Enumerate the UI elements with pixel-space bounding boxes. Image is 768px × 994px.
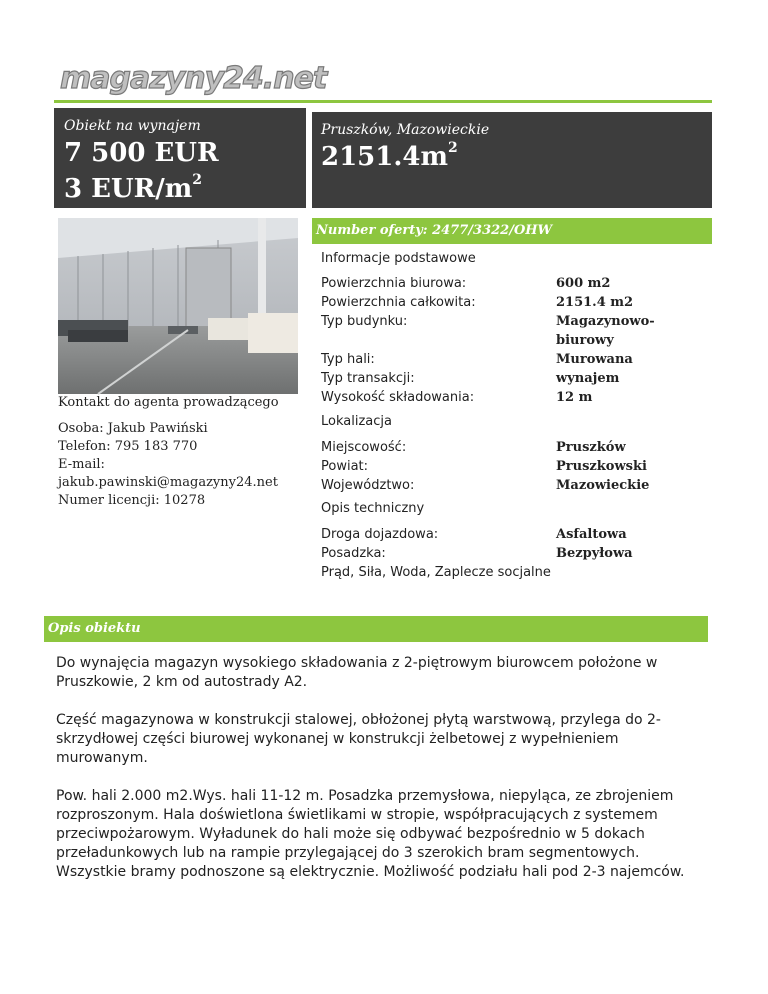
- info-label: Droga dojazdowa:: [321, 527, 439, 542]
- price-per-m2: 3 EUR/$m^2$: [64, 172, 202, 204]
- info-label: Wysokość składowania:: [321, 390, 475, 405]
- info-label: Województwo:: [321, 478, 415, 493]
- technical-extras: Prąd, Siła, Woda, Zaplecze socjalne: [321, 565, 551, 580]
- area-box: [312, 112, 712, 208]
- listing-type: Obiekt na wynajem: [64, 118, 201, 134]
- logo-underline: [54, 100, 712, 103]
- warehouse-photo: [58, 218, 298, 394]
- info-label: Miejscowość:: [321, 440, 407, 455]
- info-value: 2151.4 m2: [556, 295, 634, 310]
- info-label: Powiat:: [321, 459, 369, 474]
- info-label: Powierzchnia biurowa:: [321, 276, 467, 291]
- description-paragraph: Pow. hali 2.000 m2.Wys. hali 11-12 m. Posadzka przemysłowa, niepyląca, ze zbrojeniem rozproszonym. Hala doświetlona świetlikami w stropie, współpracujących z systemem przeciwpożarowym. Wyładunek do hali może się odbywać bezpośrednio w 5 dokach przeładunkowych lub na rampie przylegającej do 3 szerokich bram segmentowych. Wszystkie bramy podnoszone są elektrycznie. Możliwość podziału hali pod 2-3 najemców.: [56, 788, 685, 880]
- info-value: Murowana: [556, 352, 633, 367]
- technical-title: Opis techniczny: [321, 501, 425, 516]
- info-value: Mazowieckie: [556, 478, 650, 493]
- info-value: 600 m2: [556, 276, 611, 291]
- offer-number-bar: Number oferty: 2477/3322/OHW: [312, 218, 712, 244]
- contact-person: Osoba: Jakub Pawiński: [58, 421, 208, 436]
- location-text: Pruszków, Mazowieckie: [321, 122, 490, 138]
- info-label: Typ budynku:: [321, 314, 408, 329]
- info-value: Bezpyłowa: [556, 546, 633, 561]
- info-value: Pruszków: [556, 440, 626, 455]
- price: 7 500 EUR: [64, 138, 219, 168]
- contact-phone[interactable]: Telefon: 795 183 770: [58, 439, 198, 454]
- price-box: [54, 108, 306, 208]
- info-value: Pruszkowski: [556, 459, 647, 474]
- contact-section: [58, 394, 279, 510]
- contact-email[interactable]: jakub.pawinski@magazyny24.net: [58, 475, 278, 490]
- info-label: Posadzka:: [321, 546, 386, 561]
- description-paragraph: Do wynajęcia magazyn wysokiego składowania z 2-piętrowym biurowcem położone w Pruszkowie, 2 km od autostrady A2.: [56, 655, 658, 690]
- info-value: Magazynowo-biurowy: [556, 314, 655, 348]
- info-label: Typ transakcji:: [321, 371, 415, 386]
- info-label: Powierzchnia całkowita:: [321, 295, 476, 310]
- svg-text:magazyny24.net: magazyny24.net: [60, 61, 327, 96]
- contact-email-label: E-mail:: [58, 457, 105, 472]
- description-bar: Opis obiektu: [44, 616, 708, 642]
- contact-license: Numer licencji: 10278: [58, 493, 206, 508]
- info-label: Typ hali:: [321, 352, 375, 367]
- area: $2151.4m^2$: [321, 140, 458, 172]
- description-text: [56, 654, 712, 901]
- basic-info-title: Informacje podstawowe: [321, 251, 476, 266]
- location-title: Lokalizacja: [321, 414, 392, 429]
- info-value: Asfaltowa: [556, 527, 627, 542]
- contact-heading: Kontakt do agenta prowadzącego: [58, 395, 279, 410]
- logo: [58, 58, 327, 96]
- info-value: 12 m: [556, 390, 593, 405]
- info-value: wynajem: [556, 371, 620, 386]
- description-paragraph: Część magazynowa w konstrukcji stalowej, obłożonej płytą warstwową, przylega do 2-skrzydłowej części biurowej wykonanej w konstrukcji żelbetowej z wypełnieniem murowanym.: [56, 712, 661, 766]
